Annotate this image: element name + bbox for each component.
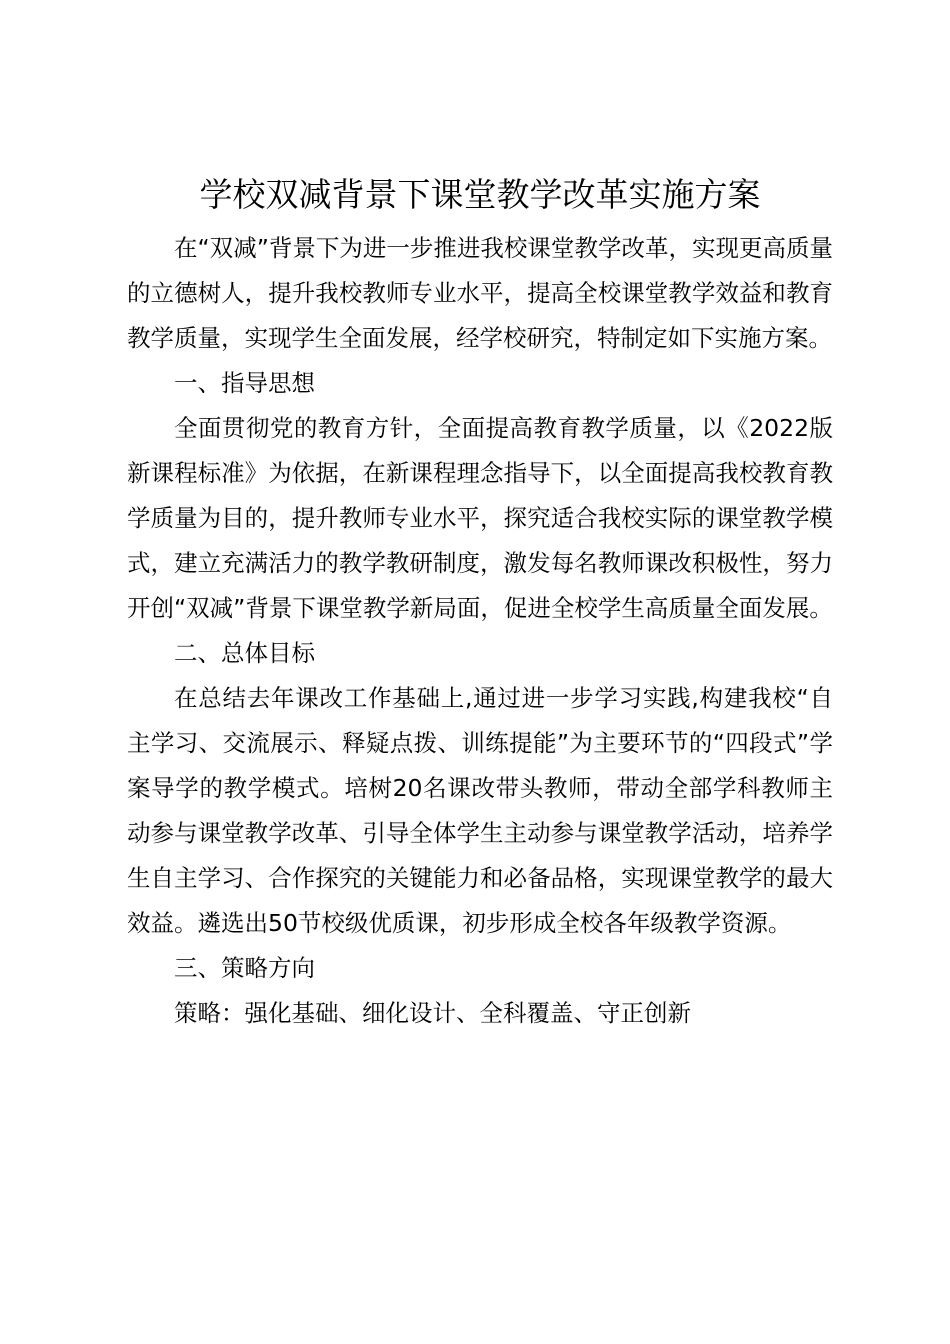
section-body-overall-goal: 在总结去年课改工作基础上,通过进一步学习实践,构建我校“自主学习、交流展示、释疑点拨、训练提能”为主要环节的“四段式”学案导学的教学模式。培树20名课改带头教师，带动全部学科教师主动参与课堂教学改革、引导全体学生主动参与课堂教学活动，培养学生自主学习、合作探究的关键能力和必备品格，实现课堂教学的最大效益。遴选出50节校级优质课，初步形成全校各年级教学资源。 (127, 684, 833, 937)
document-page (127, 170, 833, 1036)
section-body-strategy-direction: 策略：强化基础、细化设计、全科覆盖、守正创新 (174, 999, 691, 1027)
section-body-guiding-ideology: 全面贯彻党的教育方针，全面提高教育教学质量，以《2022版新课程标准》为依据，在新课程理念指导下，以全面提高我校教育教学质量为目的，提升教师专业水平，探究适合我校实际的课堂教学模式，建立充满活力的教学教研制度，激发每名教师课改积极性，努力开创“双减”背景下课堂教学新局面，促进全校学生高质量全面发展。 (127, 414, 833, 622)
document-title: 学校双减背景下课堂教学改革实施方案 (199, 175, 761, 214)
section-heading-overall-goal: 二、总体目标 (174, 639, 315, 667)
intro-paragraph: 在“双减”背景下为进一步推进我校课堂教学改革，实现更高质量的立德树人，提升我校教师专业水平，提高全校课堂教学效益和教育教学质量，实现学生全面发展，经学校研究，特制定如下实施方案。 (127, 234, 833, 352)
section-heading-strategy-direction: 三、策略方向 (174, 954, 315, 982)
section-heading-guiding-ideology: 一、指导思想 (174, 369, 315, 397)
